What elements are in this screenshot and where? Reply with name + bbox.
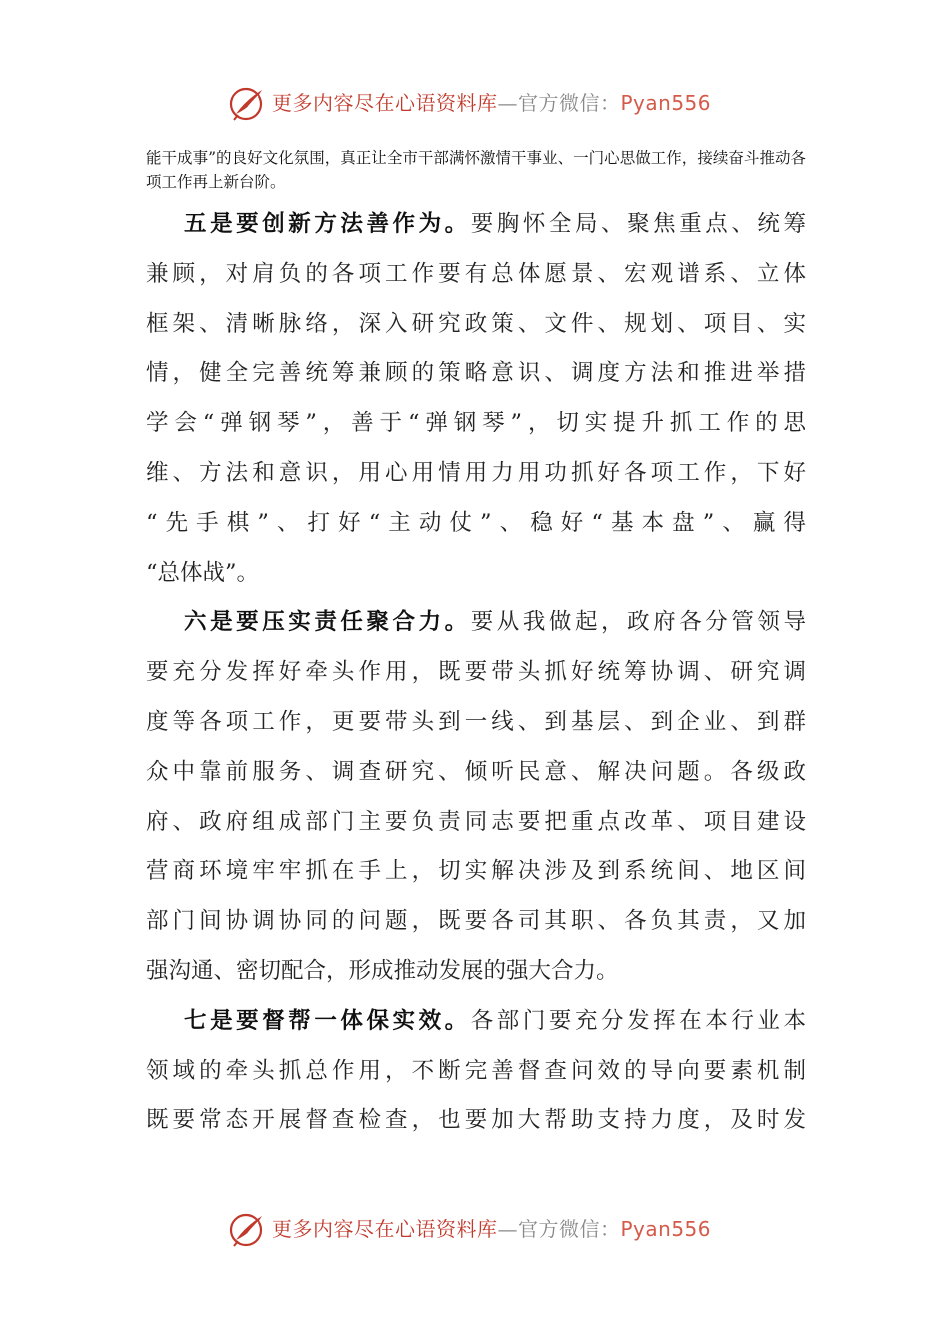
paragraph-line: 营商环境牢牢抓在手上，切实解决涉及到系统间、地区间	[146, 858, 806, 885]
header-banner	[0, 82, 950, 126]
section-6-first-line	[146, 598, 806, 648]
banner-text	[272, 90, 711, 116]
section-7-heading: 七是要督帮一体保实效。	[184, 1007, 471, 1034]
banner-text	[272, 1216, 711, 1242]
paragraph-line: 众中靠前服务、调查研究、倾听民意、解决问题。各级政	[146, 758, 806, 785]
quill-logo-icon	[228, 1210, 268, 1250]
banner-wechat-id: Pyan556	[620, 1217, 712, 1241]
paragraph-line: 情，健全完善统筹兼顾的策略意识、调度方法和推进举措	[146, 360, 806, 387]
paragraph-line: 领域的牵头抓总作用，不断完善督查问效的导向要素机制	[146, 1057, 806, 1084]
paragraph-line: 府、政府组成部门主要负责同志要把重点改革、项目建设	[146, 808, 806, 835]
banner-wechat-id: Pyan556	[620, 91, 712, 115]
section-7-first-text: 各部门要充分发挥在本行业本	[470, 1007, 806, 1034]
section-7-first-line	[146, 997, 806, 1047]
banner-library: 更多内容尽在心语资料库	[272, 1217, 498, 1241]
section-6-heading: 六是要压实责任聚合力。	[184, 609, 471, 636]
paragraph-line: 框架、清晰脉络，深入研究政策、文件、规划、项目、实	[146, 310, 806, 337]
section-5-first-line	[146, 200, 806, 250]
section-5-first-text: 要胸怀全局、聚焦重点、统筹	[470, 211, 806, 237]
paragraph-line: 既要常态开展督查检查，也要加大帮助支持力度，及时发	[146, 1107, 806, 1134]
paragraph-line: “先手棋”、打好“主动仗”、稳好“基本盘”、赢得	[146, 509, 806, 536]
banner-library: 更多内容尽在心语资料库	[272, 91, 498, 115]
paragraph-line: “总体战”。	[146, 559, 260, 586]
section-5-heading: 五是要创新方法善作为。	[184, 211, 471, 237]
banner-dash: —	[497, 91, 518, 115]
paragraph-line: 兼顾，对肩负的各项工作要有总体愿景、宏观谱系、立体	[146, 260, 806, 287]
paragraph-line: 学会“弹钢琴”，善于“弹钢琴”，切实提升抓工作的思	[146, 410, 806, 437]
footer-banner	[0, 1208, 950, 1252]
paragraph-line: 要充分发挥好牵头作用，既要带头抓好统筹协调、研究调	[146, 659, 806, 686]
banner-official: 官方微信：	[518, 91, 621, 115]
paragraph-line: 部门间协调协同的问题，既要各司其职、各负其责，又加	[146, 908, 806, 935]
paragraph-line: 维、方法和意识，用心用情用力用功抓好各项工作，下好	[146, 459, 806, 486]
quill-logo-icon	[228, 84, 268, 124]
banner-official: 官方微信：	[518, 1217, 621, 1241]
intro-paragraph: 能干成事”的良好文化氛围，真正让全市干部满怀激情干事业、一门心思做工作，接续奋斗推动各项工作再上新台阶。	[146, 149, 806, 191]
section-6-first-text: 要从我做起，政府各分管领导	[470, 609, 806, 636]
banner-dash: —	[497, 1217, 518, 1241]
document-body	[146, 200, 806, 1146]
paragraph-line: 度等各项工作，更要带头到一线、到基层、到企业、到群	[146, 708, 806, 735]
paragraph-line: 强沟通、密切配合，形成推动发展的强大合力。	[146, 957, 619, 984]
